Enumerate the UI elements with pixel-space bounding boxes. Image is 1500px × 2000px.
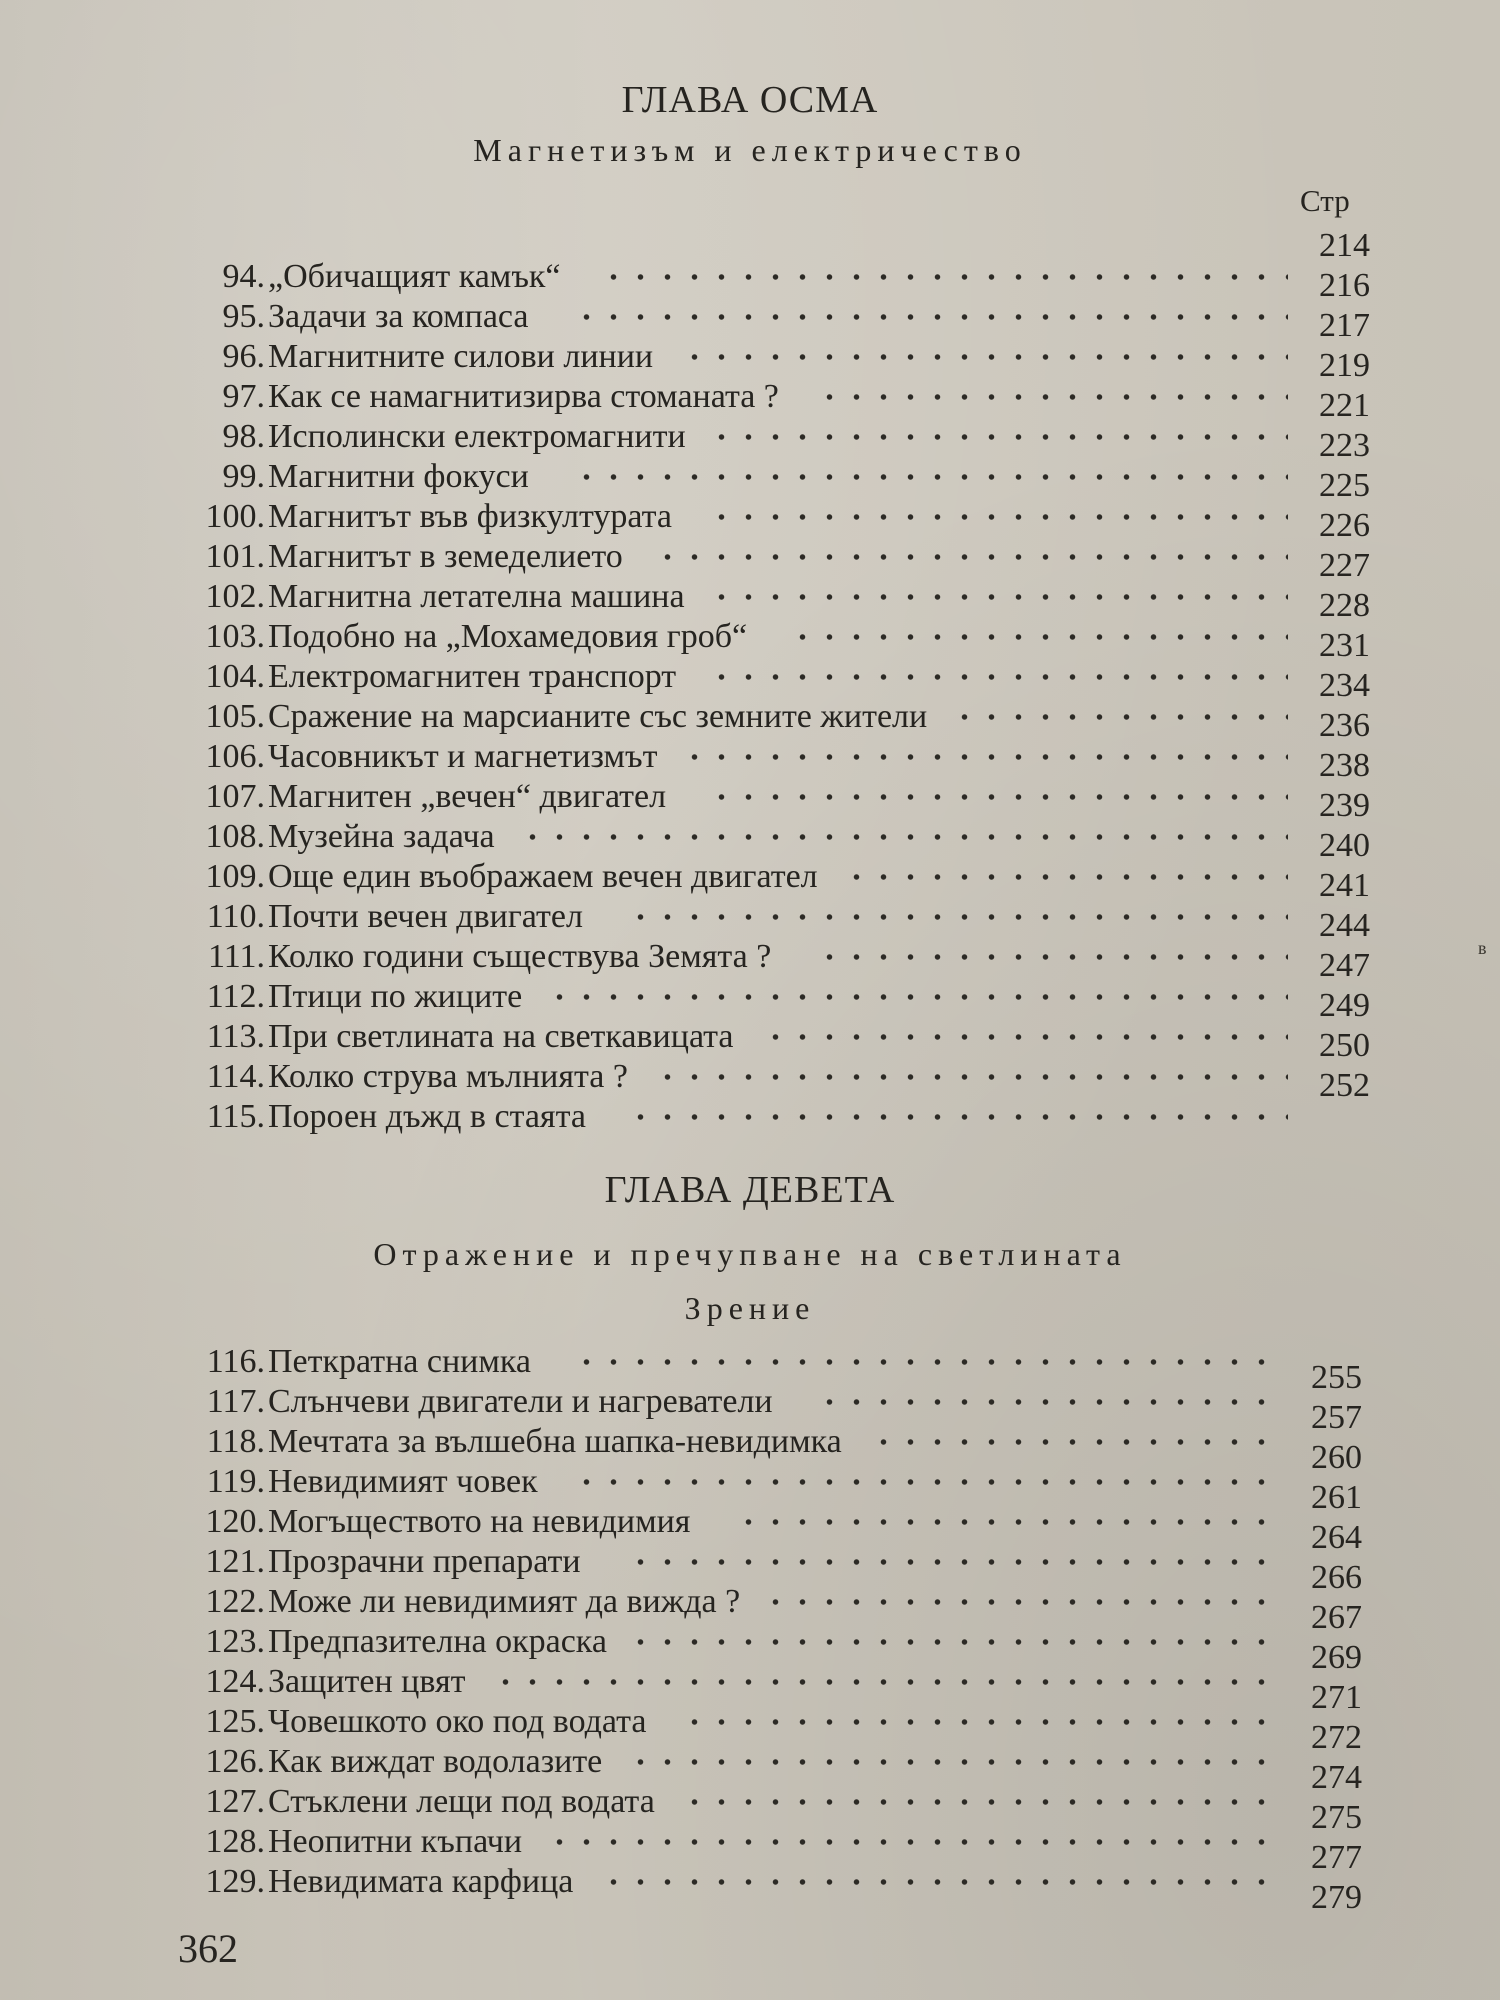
toc-entry-title: При светлината на светкавицата	[268, 1018, 734, 1055]
toc-page-number: 214	[1319, 227, 1370, 264]
chapter-9-page-numbers	[1282, 1359, 1362, 1919]
toc-entry-number: 112.	[206, 978, 265, 1015]
toc-page-number: 257	[1311, 1399, 1362, 1436]
toc-entry-number: 97.	[222, 378, 265, 415]
toc-leader-dots	[573, 472, 1288, 482]
toc-leader-dots	[573, 1357, 1280, 1367]
toc-entry-number: 103.	[205, 618, 265, 655]
toc-page-number: 227	[1319, 547, 1370, 584]
toc-entry	[0, 338, 1500, 378]
toc-leader-dots	[573, 312, 1288, 322]
toc-page-number: 261	[1311, 1479, 1362, 1516]
toc-entry	[0, 498, 1500, 538]
toc-leader-dots	[627, 1637, 1280, 1647]
toc-entry	[0, 1058, 1500, 1098]
toc-leader-dots	[519, 832, 1288, 842]
toc-entry	[0, 1703, 1500, 1743]
toc-entry-title: „Обичащият камък“	[268, 258, 561, 295]
toc-leader-dots	[546, 1837, 1280, 1847]
toc-entry	[0, 978, 1500, 1018]
toc-leader-dots	[708, 512, 1288, 522]
toc-page-number: 226	[1319, 507, 1370, 544]
toc-entry	[0, 1623, 1500, 1663]
toc-entry-number: 114.	[206, 1058, 265, 1095]
toc-entry-number: 101.	[205, 538, 265, 575]
toc-page-number: 247	[1319, 947, 1370, 984]
toc-entry-title: Прозрачни препарати	[268, 1543, 581, 1580]
toc-leader-dots	[627, 1112, 1288, 1122]
toc-entry-title: Почти вечен двигател	[268, 898, 583, 935]
toc-entry-title: Магнитът в земеделието	[268, 538, 623, 575]
toc-entry	[0, 418, 1500, 458]
toc-leader-dots	[654, 1072, 1288, 1082]
toc-entry	[0, 1543, 1500, 1583]
toc-page-number: 272	[1311, 1719, 1362, 1756]
toc-page-number: 275	[1311, 1799, 1362, 1836]
toc-entry	[0, 1583, 1500, 1623]
toc-entry	[0, 1423, 1500, 1463]
toc-entry-title: Още един въображаем вечен двигател	[268, 858, 818, 895]
toc-entry	[0, 538, 1500, 578]
toc-page-number: 238	[1319, 747, 1370, 784]
toc-entry-number: 127.	[205, 1783, 265, 1820]
toc-entry-title: Колко струва мълнията ?	[268, 1058, 628, 1095]
toc-entry	[0, 858, 1500, 898]
toc-entry-title: Невидимият човек	[268, 1463, 538, 1500]
toc-page-number: 266	[1311, 1559, 1362, 1596]
toc-page-number: 279	[1311, 1879, 1362, 1916]
toc-entry	[0, 1383, 1500, 1423]
toc-entry-title: Предпазителна окраска	[268, 1623, 607, 1660]
chapter-9-toc	[0, 1343, 1500, 1903]
toc-page-number: 241	[1319, 867, 1370, 904]
toc-entry-number: 94.	[222, 258, 265, 295]
toc-entry-number: 121.	[205, 1543, 265, 1580]
toc-leader-dots	[492, 1677, 1280, 1687]
toc-entry	[0, 1863, 1500, 1903]
toc-entry-title: Магнитен „вечен“ двигател	[268, 778, 667, 815]
toc-entry	[0, 378, 1500, 418]
toc-entry-number: 124.	[205, 1663, 265, 1700]
toc-entry	[0, 658, 1500, 698]
toc-leader-dots	[546, 992, 1288, 1002]
toc-entry-title: Магнитни фокуси	[268, 458, 529, 495]
toc-entry-number: 118.	[206, 1423, 265, 1460]
toc-entry	[0, 1018, 1500, 1058]
toc-leader-dots	[762, 1597, 1280, 1607]
toc-entry-title: Задачи за компаса	[268, 298, 529, 335]
toc-leader-dots	[654, 552, 1288, 562]
toc-leader-dots	[681, 752, 1288, 762]
toc-page-number: 274	[1311, 1759, 1362, 1796]
toc-leader-dots	[627, 1757, 1280, 1767]
toc-entry-number: 129.	[205, 1863, 265, 1900]
toc-page-number: 221	[1319, 387, 1370, 424]
toc-entry-title: Магнитна летателна машина	[268, 578, 685, 615]
toc-leader-dots	[870, 1437, 1280, 1447]
toc-page-number: 234	[1319, 667, 1370, 704]
toc-entry	[0, 618, 1500, 658]
toc-page-number: 225	[1319, 467, 1370, 504]
toc-entry	[0, 1463, 1500, 1503]
toc-entry-title: Магнитните силови линии	[268, 338, 654, 375]
toc-page-number: 231	[1319, 627, 1370, 664]
toc-leader-dots	[816, 1397, 1280, 1407]
toc-leader-dots	[600, 272, 1288, 282]
toc-entry-number: 96.	[222, 338, 265, 375]
toc-entry	[0, 778, 1500, 818]
toc-entry-number: 102.	[205, 578, 265, 615]
toc-entry-number: 107.	[205, 778, 265, 815]
toc-entry-title: Магнитът във физкултурата	[268, 498, 672, 535]
toc-page-number: 277	[1311, 1839, 1362, 1876]
toc-entry-title: Може ли невидимият да вижда ?	[268, 1583, 741, 1620]
toc-entry-title: Човешкото око под водата	[268, 1703, 647, 1740]
margin-mark: в	[1478, 938, 1487, 958]
toc-entry-number: 104.	[205, 658, 265, 695]
toc-entry-number: 95.	[222, 298, 265, 335]
toc-entry-title: Могъществото на невидимия	[268, 1503, 691, 1540]
toc-entry	[0, 818, 1500, 858]
chapter-9-title: ГЛАВА ДЕВЕТА	[604, 1169, 896, 1211]
toc-entry-title: Сражение на марсианите със земните жители	[268, 698, 928, 735]
toc-entry-title: Невидимата карфица	[268, 1863, 574, 1900]
toc-page-number: 267	[1311, 1599, 1362, 1636]
toc-page-number: 219	[1319, 347, 1370, 384]
toc-entry	[0, 1098, 1500, 1138]
toc-leader-dots	[951, 712, 1288, 722]
toc-page-number: 250	[1319, 1027, 1370, 1064]
toc-page-number: 252	[1319, 1067, 1370, 1104]
toc-leader-dots	[708, 592, 1288, 602]
toc-entry-number: 98.	[222, 418, 265, 455]
toc-entry-number: 116.	[206, 1343, 265, 1380]
toc-leader-dots	[681, 1717, 1280, 1727]
toc-leader-dots	[627, 1557, 1280, 1567]
toc-page-number: 240	[1319, 827, 1370, 864]
toc-page-number: 228	[1319, 587, 1370, 624]
toc-entry-title: Как виждат водолазите	[268, 1743, 603, 1780]
toc-entry-number: 106.	[205, 738, 265, 775]
toc-leader-dots	[843, 872, 1288, 882]
toc-entry-number: 128.	[205, 1823, 265, 1860]
toc-leader-dots	[600, 1877, 1280, 1887]
toc-entry	[0, 1743, 1500, 1783]
toc-entry-number: 125.	[205, 1703, 265, 1740]
toc-entry-title: Неопитни къпачи	[268, 1823, 523, 1860]
toc-entry-number: 123.	[205, 1623, 265, 1660]
toc-entry	[0, 258, 1500, 298]
toc-entry-title: Часовникът и магнетизмът	[268, 738, 658, 775]
toc-leader-dots	[762, 1032, 1288, 1042]
toc-entry-title: Електромагнитен транспорт	[268, 658, 677, 695]
toc-leader-dots	[708, 432, 1288, 442]
toc-page-number: 260	[1311, 1439, 1362, 1476]
toc-leader-dots	[789, 632, 1288, 642]
toc-entry-number: 100.	[205, 498, 265, 535]
toc-entry	[0, 938, 1500, 978]
toc-entry-number: 122.	[205, 1583, 265, 1620]
page-column-header: Стр	[1300, 183, 1350, 218]
toc-entry	[0, 578, 1500, 618]
chapter-8-subtitle: Магнетизъм и електричество	[473, 132, 1027, 168]
toc-entry-title: Подобно на „Мохамедовия гроб“	[268, 618, 748, 655]
toc-entry	[0, 458, 1500, 498]
toc-entry-number: 120.	[205, 1503, 265, 1540]
toc-leader-dots	[573, 1477, 1280, 1487]
toc-page-number: 236	[1319, 707, 1370, 744]
chapter-8-page-numbers	[1290, 227, 1370, 1107]
toc-entry-number: 119.	[206, 1463, 265, 1500]
toc-entry	[0, 698, 1500, 738]
toc-leader-dots	[681, 1797, 1280, 1807]
chapter-9-subtitle-2: Зрение	[684, 1290, 816, 1326]
page-number: 362	[178, 1926, 238, 1971]
toc-entry-number: 115.	[206, 1098, 265, 1135]
toc-leader-dots	[816, 392, 1288, 402]
toc-entry-title: Пороен дъжд в стаята	[268, 1098, 586, 1135]
toc-page-number: 223	[1319, 427, 1370, 464]
toc-entry	[0, 898, 1500, 938]
toc-entry-title: Колко години съществува Земята ?	[268, 938, 772, 975]
toc-entry	[0, 1783, 1500, 1823]
toc-leader-dots	[681, 352, 1288, 362]
toc-entry-title: Исполински електромагнити	[268, 418, 686, 455]
toc-entry-title: Петкратна снимка	[268, 1343, 531, 1380]
toc-entry-number: 110.	[206, 898, 265, 935]
toc-page-number: 217	[1319, 307, 1370, 344]
toc-leader-dots	[735, 1517, 1280, 1527]
toc-entry-title: Птици по жиците	[268, 978, 523, 1015]
toc-entry-title: Как се намагнитизирва стоманата ?	[268, 378, 779, 415]
toc-page-number: 249	[1319, 987, 1370, 1024]
toc-entry-title: Стъклени лещи под водата	[268, 1783, 655, 1820]
toc-entry-number: 111.	[208, 938, 265, 975]
toc-entry-number: 117.	[206, 1383, 265, 1420]
toc-leader-dots	[708, 672, 1288, 682]
toc-page-number: 255	[1311, 1359, 1362, 1396]
chapter-9-subtitle: Отражение и пречупване на светлината	[373, 1236, 1127, 1272]
toc-entry	[0, 1343, 1500, 1383]
chapter-8-title: ГЛАВА ОСМА	[621, 79, 879, 121]
toc-leader-dots	[708, 792, 1288, 802]
toc-page-number: 239	[1319, 787, 1370, 824]
toc-entry	[0, 1663, 1500, 1703]
toc-entry-title: Слънчеви двигатели и нагреватели	[268, 1383, 773, 1420]
toc-entry-title: Мечтата за вълшебна шапка-невидимка	[268, 1423, 842, 1460]
toc-leader-dots	[627, 912, 1288, 922]
toc-entry	[0, 298, 1500, 338]
toc-entry	[0, 1823, 1500, 1863]
toc-page-number: 264	[1311, 1519, 1362, 1556]
chapter-8-toc	[0, 258, 1500, 1138]
toc-entry	[0, 738, 1500, 778]
toc-page-number: 244	[1319, 907, 1370, 944]
toc-leader-dots	[816, 952, 1288, 962]
toc-entry-number: 99.	[222, 458, 265, 495]
toc-entry-number: 109.	[205, 858, 265, 895]
toc-page-number: 269	[1311, 1639, 1362, 1676]
toc-entry-number: 113.	[206, 1018, 265, 1055]
toc-page-number: 216	[1319, 267, 1370, 304]
toc-entry-number: 105.	[205, 698, 265, 735]
toc-entry-number: 126.	[205, 1743, 265, 1780]
toc-entry	[0, 1503, 1500, 1543]
toc-entry-title: Защитен цвят	[268, 1663, 466, 1700]
toc-page-number: 271	[1311, 1679, 1362, 1716]
toc-entry-number: 108.	[205, 818, 265, 855]
toc-entry-title: Музейна задача	[268, 818, 495, 855]
